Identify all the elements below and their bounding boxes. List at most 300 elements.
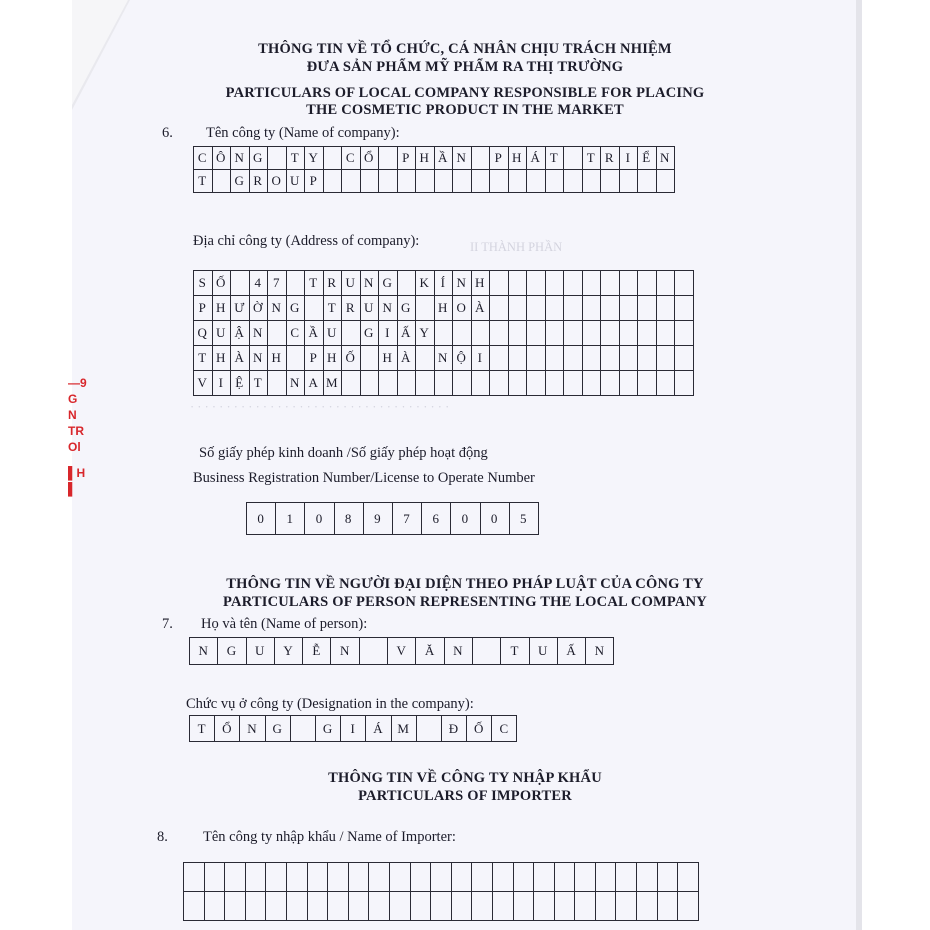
- grid-cell: [286, 892, 307, 921]
- grid-cell: G: [360, 321, 379, 346]
- grid-cell: [416, 170, 435, 193]
- grid-cell: 7: [392, 503, 421, 535]
- grid-cell: À: [397, 346, 416, 371]
- grid-cell: 0: [480, 503, 509, 535]
- grid-cell: G: [249, 147, 268, 170]
- grid-cell: [601, 346, 620, 371]
- grid-cell: P: [397, 147, 416, 170]
- grid-cell: [360, 371, 379, 396]
- grid-row: [194, 147, 675, 170]
- importer-name-label: Tên công ty nhập khẩu / Name of Importer:: [203, 829, 456, 845]
- grid-cell: [601, 371, 620, 396]
- grid-cell: [492, 892, 513, 921]
- grid-row: [194, 170, 675, 193]
- bleed-through-text: II THÀNH PHẦN: [470, 240, 563, 254]
- grid-cell: [245, 863, 266, 892]
- representative-title-en: PARTICULARS OF PERSON REPRESENTING THE LOCAL COMPANY: [223, 594, 707, 610]
- grid-cell: G: [397, 296, 416, 321]
- grid-cell: Đ: [441, 716, 466, 742]
- grid-cell: T: [194, 346, 213, 371]
- grid-cell: [490, 371, 509, 396]
- grid-cell: Ô: [212, 147, 231, 170]
- grid-cell: U: [246, 638, 274, 665]
- grid-cell: [342, 170, 361, 193]
- grid-cell: Ầ: [305, 321, 324, 346]
- grid-cell: [472, 638, 500, 665]
- grid-cell: Ấ: [557, 638, 585, 665]
- grid-cell: [360, 170, 379, 193]
- field-number: 6.: [162, 125, 173, 141]
- grid-cell: [268, 321, 287, 346]
- grid-cell: [582, 170, 601, 193]
- grid-cell: [619, 170, 638, 193]
- grid-cell: [323, 170, 342, 193]
- grid-cell: 4: [249, 271, 268, 296]
- grid-cell: [369, 863, 390, 892]
- grid-cell: [416, 371, 435, 396]
- grid-cell: [656, 346, 675, 371]
- grid-cell: 8: [334, 503, 363, 535]
- grid-row: [190, 638, 614, 665]
- grid-cell: [286, 863, 307, 892]
- grid-cell: G: [231, 170, 250, 193]
- grid-cell: [266, 892, 287, 921]
- grid-cell: [305, 296, 324, 321]
- grid-cell: [554, 863, 575, 892]
- grid-cell: [619, 371, 638, 396]
- grid-cell: [434, 170, 453, 193]
- grid-cell: P: [305, 346, 324, 371]
- grid-cell: [379, 170, 398, 193]
- grid-cell: [575, 892, 596, 921]
- grid-cell: T: [582, 147, 601, 170]
- grid-cell: N: [190, 638, 218, 665]
- grid-cell: T: [249, 371, 268, 396]
- grid-cell: [348, 863, 369, 892]
- grid-cell: V: [194, 371, 213, 396]
- importer-title-vi: THÔNG TIN VỀ CÔNG TY NHẬP KHẨU: [328, 770, 602, 786]
- grid-cell: C: [286, 321, 305, 346]
- grid-row: [194, 321, 694, 346]
- grid-cell: [389, 863, 410, 892]
- grid-cell: U: [342, 271, 361, 296]
- grid-cell: [601, 321, 620, 346]
- grid-cell: [431, 892, 452, 921]
- grid-cell: H: [212, 296, 231, 321]
- grid-cell: [582, 271, 601, 296]
- grid-cell: Y: [305, 147, 324, 170]
- grid-cell: [453, 170, 472, 193]
- grid-cell: [595, 892, 616, 921]
- grid-cell: [564, 321, 583, 346]
- grid-cell: [534, 892, 555, 921]
- grid-row: [184, 892, 699, 921]
- grid-cell: 6: [422, 503, 451, 535]
- grid-cell: [545, 170, 564, 193]
- grid-cell: [656, 271, 675, 296]
- grid-cell: [508, 170, 527, 193]
- grid-cell: [490, 346, 509, 371]
- grid-cell: [379, 147, 398, 170]
- grid-cell: [231, 271, 250, 296]
- grid-cell: [656, 170, 675, 193]
- business-registration-grid: [246, 502, 539, 535]
- importer-title-en: PARTICULARS OF IMPORTER: [358, 788, 572, 804]
- grid-cell: [657, 892, 678, 921]
- grid-cell: I: [619, 147, 638, 170]
- grid-cell: [638, 170, 657, 193]
- grid-row: [190, 716, 517, 742]
- grid-cell: M: [391, 716, 416, 742]
- grid-cell: [268, 371, 287, 396]
- grid-cell: R: [249, 170, 268, 193]
- grid-cell: [472, 892, 493, 921]
- grid-cell: N: [656, 147, 675, 170]
- grid-cell: 0: [247, 503, 276, 535]
- grid-cell: [369, 892, 390, 921]
- grid-cell: [290, 716, 315, 742]
- grid-cell: [212, 170, 231, 193]
- grid-cell: [564, 170, 583, 193]
- grid-cell: [657, 863, 678, 892]
- grid-cell: [601, 271, 620, 296]
- grid-cell: [508, 296, 527, 321]
- grid-cell: [342, 371, 361, 396]
- grid-cell: [564, 147, 583, 170]
- grid-cell: C: [194, 147, 213, 170]
- grid-cell: U: [323, 321, 342, 346]
- grid-cell: [471, 321, 490, 346]
- grid-cell: U: [212, 321, 231, 346]
- grid-cell: [410, 892, 431, 921]
- grid-cell: [245, 892, 266, 921]
- grid-cell: Ậ: [231, 321, 250, 346]
- grid-cell: [545, 271, 564, 296]
- company-address-label: Địa chỉ công ty (Address of company):: [193, 233, 420, 249]
- grid-cell: [508, 371, 527, 396]
- grid-cell: [453, 371, 472, 396]
- grid-cell: [656, 296, 675, 321]
- company-address-grid: [193, 270, 694, 396]
- red-stamp-fragment: —9 G N TR Ol ▌H ▌: [68, 376, 87, 496]
- grid-cell: Ấ: [397, 321, 416, 346]
- importer-name-grid: [183, 862, 699, 921]
- grid-cell: [389, 892, 410, 921]
- grid-cell: [471, 147, 490, 170]
- grid-cell: [527, 271, 546, 296]
- local-company-title-vi-2: ĐƯA SẢN PHẨM MỸ PHẨM RA THỊ TRƯỜNG: [306, 59, 624, 75]
- grid-cell: [451, 863, 472, 892]
- grid-cell: U: [529, 638, 557, 665]
- local-company-title-vi-1: THÔNG TIN VỀ TỔ CHỨC, CÁ NHÂN CHỊU TRÁCH NHIỆM: [258, 41, 672, 57]
- grid-cell: H: [268, 346, 287, 371]
- grid-cell: [379, 371, 398, 396]
- grid-cell: 5: [509, 503, 538, 535]
- grid-cell: N: [240, 716, 265, 742]
- designation-grid: [189, 715, 517, 742]
- grid-cell: [328, 892, 349, 921]
- grid-cell: N: [453, 147, 472, 170]
- field-number: 8.: [157, 829, 168, 845]
- grid-cell: [490, 170, 509, 193]
- grid-cell: [492, 863, 513, 892]
- grid-cell: [490, 321, 509, 346]
- grid-cell: P: [490, 147, 509, 170]
- grid-cell: [656, 321, 675, 346]
- grid-cell: Q: [194, 321, 213, 346]
- grid-cell: [508, 321, 527, 346]
- grid-cell: [490, 296, 509, 321]
- grid-cell: [675, 371, 694, 396]
- grid-cell: [619, 296, 638, 321]
- grid-cell: 0: [305, 503, 334, 535]
- grid-cell: S: [194, 271, 213, 296]
- grid-cell: [204, 863, 225, 892]
- grid-cell: Ễ: [303, 638, 331, 665]
- grid-cell: [397, 170, 416, 193]
- grid-cell: Ầ: [434, 147, 453, 170]
- grid-cell: N: [231, 147, 250, 170]
- grid-cell: I: [379, 321, 398, 346]
- grid-cell: [534, 863, 555, 892]
- grid-cell: [619, 271, 638, 296]
- grid-cell: [527, 346, 546, 371]
- grid-cell: [527, 321, 546, 346]
- grid-cell: [656, 371, 675, 396]
- grid-cell: G: [265, 716, 290, 742]
- grid-cell: N: [453, 271, 472, 296]
- grid-cell: [619, 346, 638, 371]
- grid-cell: [527, 170, 546, 193]
- grid-cell: G: [286, 296, 305, 321]
- person-name-grid: [189, 637, 614, 665]
- grid-cell: [575, 863, 596, 892]
- grid-cell: G: [379, 271, 398, 296]
- grid-cell: Ổ: [360, 147, 379, 170]
- grid-cell: Ổ: [215, 716, 240, 742]
- grid-cell: 7: [268, 271, 287, 296]
- grid-cell: [513, 892, 534, 921]
- grid-cell: N: [444, 638, 472, 665]
- grid-cell: [434, 321, 453, 346]
- grid-cell: [348, 892, 369, 921]
- grid-cell: Ể: [638, 147, 657, 170]
- grid-cell: P: [305, 170, 324, 193]
- grid-cell: 1: [276, 503, 305, 535]
- grid-cell: Ư: [231, 296, 250, 321]
- bleed-through-text: · · · · · · · · · · · · · · · · · · · · · · · · · · · · · · · · · · · ·: [190, 400, 450, 414]
- grid-cell: [328, 863, 349, 892]
- grid-cell: G: [218, 638, 246, 665]
- grid-cell: Á: [527, 147, 546, 170]
- grid-cell: T: [501, 638, 529, 665]
- grid-cell: M: [323, 371, 342, 396]
- grid-cell: G: [315, 716, 340, 742]
- grid-cell: [323, 147, 342, 170]
- grid-cell: [360, 346, 379, 371]
- local-company-title-en-1: PARTICULARS OF LOCAL COMPANY RESPONSIBLE FOR PLACING: [225, 85, 705, 101]
- grid-cell: N: [268, 296, 287, 321]
- grid-cell: [582, 296, 601, 321]
- grid-cell: [616, 892, 637, 921]
- grid-cell: [359, 638, 387, 665]
- grid-cell: U: [360, 296, 379, 321]
- grid-cell: Ộ: [453, 346, 472, 371]
- grid-cell: C: [492, 716, 517, 742]
- grid-cell: A: [305, 371, 324, 396]
- business-registration-label-en: Business Registration Number/License to Operate Number: [193, 470, 535, 486]
- grid-cell: [184, 863, 205, 892]
- grid-cell: T: [545, 147, 564, 170]
- grid-cell: I: [212, 371, 231, 396]
- grid-cell: [678, 892, 699, 921]
- grid-cell: [675, 346, 694, 371]
- grid-cell: [564, 371, 583, 396]
- grid-cell: H: [379, 346, 398, 371]
- grid-cell: [431, 863, 452, 892]
- grid-cell: [434, 371, 453, 396]
- grid-cell: [638, 271, 657, 296]
- grid-cell: [678, 863, 699, 892]
- grid-cell: I: [471, 346, 490, 371]
- grid-cell: À: [471, 296, 490, 321]
- grid-cell: [307, 863, 328, 892]
- grid-cell: R: [323, 271, 342, 296]
- grid-cell: [638, 371, 657, 396]
- grid-cell: T: [286, 147, 305, 170]
- grid-cell: N: [586, 638, 614, 665]
- grid-row: [194, 346, 694, 371]
- business-registration-label-vi: Số giấy phép kinh doanh /Số giấy phép hoạt động: [199, 445, 488, 461]
- grid-cell: [453, 321, 472, 346]
- grid-cell: 0: [451, 503, 480, 535]
- grid-cell: [286, 271, 305, 296]
- grid-cell: Á: [366, 716, 391, 742]
- designation-label: Chức vụ ở công ty (Designation in the company):: [186, 696, 474, 712]
- local-company-title-en-2: THE COSMETIC PRODUCT IN THE MARKET: [306, 102, 624, 118]
- grid-cell: [637, 863, 658, 892]
- person-name-label: Họ và tên (Name of person):: [201, 616, 368, 632]
- grid-cell: [675, 271, 694, 296]
- grid-cell: [675, 296, 694, 321]
- company-name-grid: [193, 146, 675, 193]
- grid-cell: [471, 371, 490, 396]
- grid-cell: [527, 296, 546, 321]
- grid-cell: [416, 716, 441, 742]
- grid-row: [194, 371, 694, 396]
- grid-cell: [545, 346, 564, 371]
- grid-cell: [582, 346, 601, 371]
- grid-cell: I: [341, 716, 366, 742]
- grid-cell: [638, 346, 657, 371]
- grid-cell: O: [268, 170, 287, 193]
- grid-cell: T: [305, 271, 324, 296]
- grid-cell: [266, 863, 287, 892]
- grid-cell: [554, 892, 575, 921]
- field-number: 7.: [162, 616, 173, 632]
- grid-cell: H: [508, 147, 527, 170]
- grid-cell: [582, 371, 601, 396]
- grid-cell: H: [434, 296, 453, 321]
- grid-cell: T: [323, 296, 342, 321]
- grid-cell: [184, 892, 205, 921]
- grid-cell: À: [231, 346, 250, 371]
- grid-cell: [637, 892, 658, 921]
- grid-cell: 9: [363, 503, 392, 535]
- grid-cell: [307, 892, 328, 921]
- grid-cell: [225, 892, 246, 921]
- grid-cell: Ố: [342, 346, 361, 371]
- grid-cell: [545, 296, 564, 321]
- grid-cell: [564, 296, 583, 321]
- grid-cell: [601, 296, 620, 321]
- grid-row: [194, 296, 694, 321]
- grid-cell: [675, 321, 694, 346]
- grid-cell: [601, 170, 620, 193]
- grid-cell: [508, 271, 527, 296]
- grid-cell: Í: [434, 271, 453, 296]
- grid-cell: [416, 346, 435, 371]
- grid-cell: C: [342, 147, 361, 170]
- grid-cell: [268, 147, 287, 170]
- grid-cell: H: [212, 346, 231, 371]
- grid-cell: U: [286, 170, 305, 193]
- grid-row: [194, 271, 694, 296]
- grid-cell: N: [249, 346, 268, 371]
- grid-cell: [638, 321, 657, 346]
- grid-cell: [204, 892, 225, 921]
- grid-cell: [451, 892, 472, 921]
- grid-row: [184, 863, 699, 892]
- grid-cell: P: [194, 296, 213, 321]
- grid-cell: [638, 296, 657, 321]
- representative-title-vi: THÔNG TIN VỀ NGƯỜI ĐẠI DIỆN THEO PHÁP LUẬT CỦA CÔNG TY: [226, 576, 704, 592]
- grid-cell: [416, 296, 435, 321]
- grid-cell: [545, 321, 564, 346]
- grid-cell: [508, 346, 527, 371]
- grid-cell: Ệ: [231, 371, 250, 396]
- company-name-label: Tên công ty (Name of company):: [206, 125, 400, 141]
- grid-cell: K: [416, 271, 435, 296]
- grid-cell: [619, 321, 638, 346]
- grid-cell: H: [471, 271, 490, 296]
- grid-cell: N: [286, 371, 305, 396]
- grid-cell: [397, 271, 416, 296]
- grid-cell: O: [453, 296, 472, 321]
- grid-cell: R: [342, 296, 361, 321]
- grid-cell: Y: [416, 321, 435, 346]
- grid-cell: N: [379, 296, 398, 321]
- grid-cell: [582, 321, 601, 346]
- grid-cell: [286, 346, 305, 371]
- grid-cell: [225, 863, 246, 892]
- grid-cell: [471, 170, 490, 193]
- grid-cell: T: [194, 170, 213, 193]
- grid-cell: [564, 271, 583, 296]
- grid-cell: Ố: [212, 271, 231, 296]
- grid-cell: N: [360, 271, 379, 296]
- grid-cell: H: [416, 147, 435, 170]
- grid-cell: [545, 371, 564, 396]
- grid-cell: [616, 863, 637, 892]
- grid-cell: [342, 321, 361, 346]
- grid-cell: [595, 863, 616, 892]
- grid-cell: H: [323, 346, 342, 371]
- grid-cell: [397, 371, 416, 396]
- grid-cell: R: [601, 147, 620, 170]
- grid-cell: Ă: [416, 638, 444, 665]
- grid-cell: Y: [274, 638, 302, 665]
